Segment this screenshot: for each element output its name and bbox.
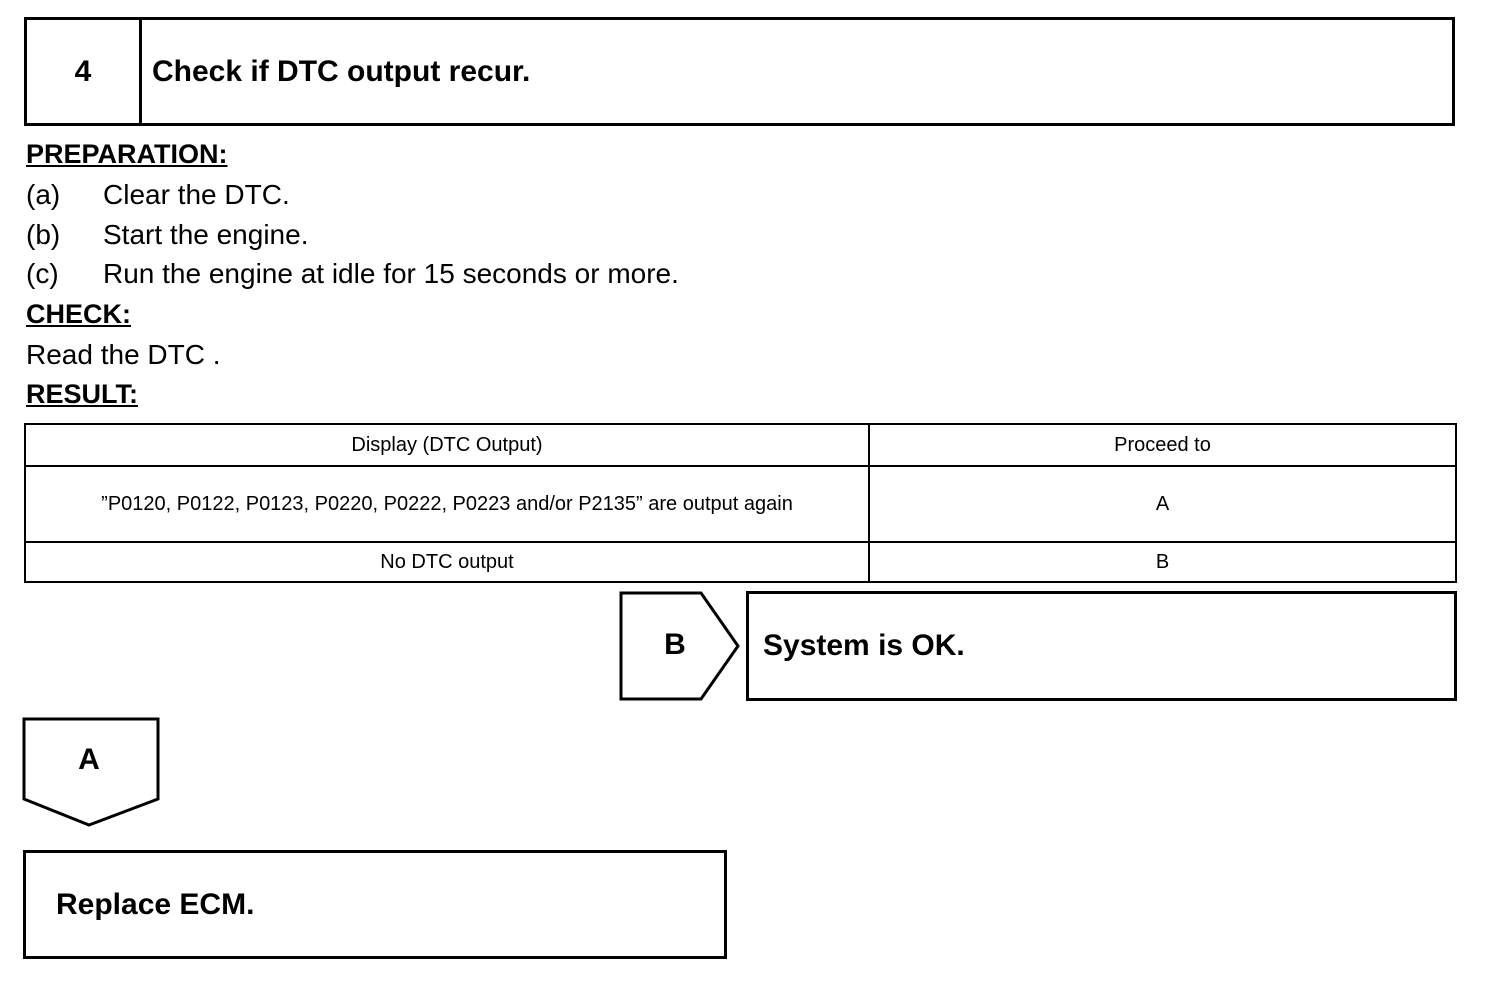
- branch-a-action-box: [23, 850, 727, 959]
- step-header: [24, 17, 1455, 126]
- prep-item-text-b: Start the engine.: [103, 219, 309, 250]
- preparation-heading: PREPARATION:: [26, 139, 228, 169]
- check-heading: CHECK:: [26, 299, 131, 329]
- prep-item-text-c: Run the engine at idle for 15 seconds or more.: [103, 258, 679, 289]
- table-header-proceed: Proceed to: [869, 424, 1456, 466]
- prep-item-letter-a: (a): [26, 179, 61, 210]
- branch-b-label: B: [664, 628, 686, 661]
- branch-a-action-text: Replace ECM.: [56, 887, 255, 921]
- table-header-display: Display (DTC Output): [25, 424, 869, 466]
- result-heading: RESULT:: [26, 379, 138, 409]
- branch-a-label: A: [78, 743, 100, 776]
- table-cell-display: No DTC output: [25, 542, 869, 582]
- table-row: [25, 542, 1456, 582]
- branch-b-action-text: System is OK.: [763, 629, 965, 662]
- step-number: 4: [27, 20, 142, 123]
- check-text: Read the DTC .: [26, 339, 221, 370]
- branch-b-action-box: [746, 591, 1457, 701]
- table-cell-proceed: A: [869, 466, 1456, 542]
- step-title: Check if DTC output recur.: [152, 54, 531, 88]
- prep-item-letter-b: (b): [26, 219, 61, 250]
- table-header-row: [25, 424, 1456, 466]
- table-cell-display: ”P0120, P0122, P0123, P0220, P0222, P0223 and/or P2135” are output again: [25, 466, 869, 542]
- prep-item-text-a: Clear the DTC.: [103, 179, 290, 210]
- table-row: [25, 466, 1456, 542]
- table-cell-proceed: B: [869, 542, 1456, 582]
- prep-item-letter-c: (c): [26, 258, 59, 289]
- result-table: [24, 423, 1457, 583]
